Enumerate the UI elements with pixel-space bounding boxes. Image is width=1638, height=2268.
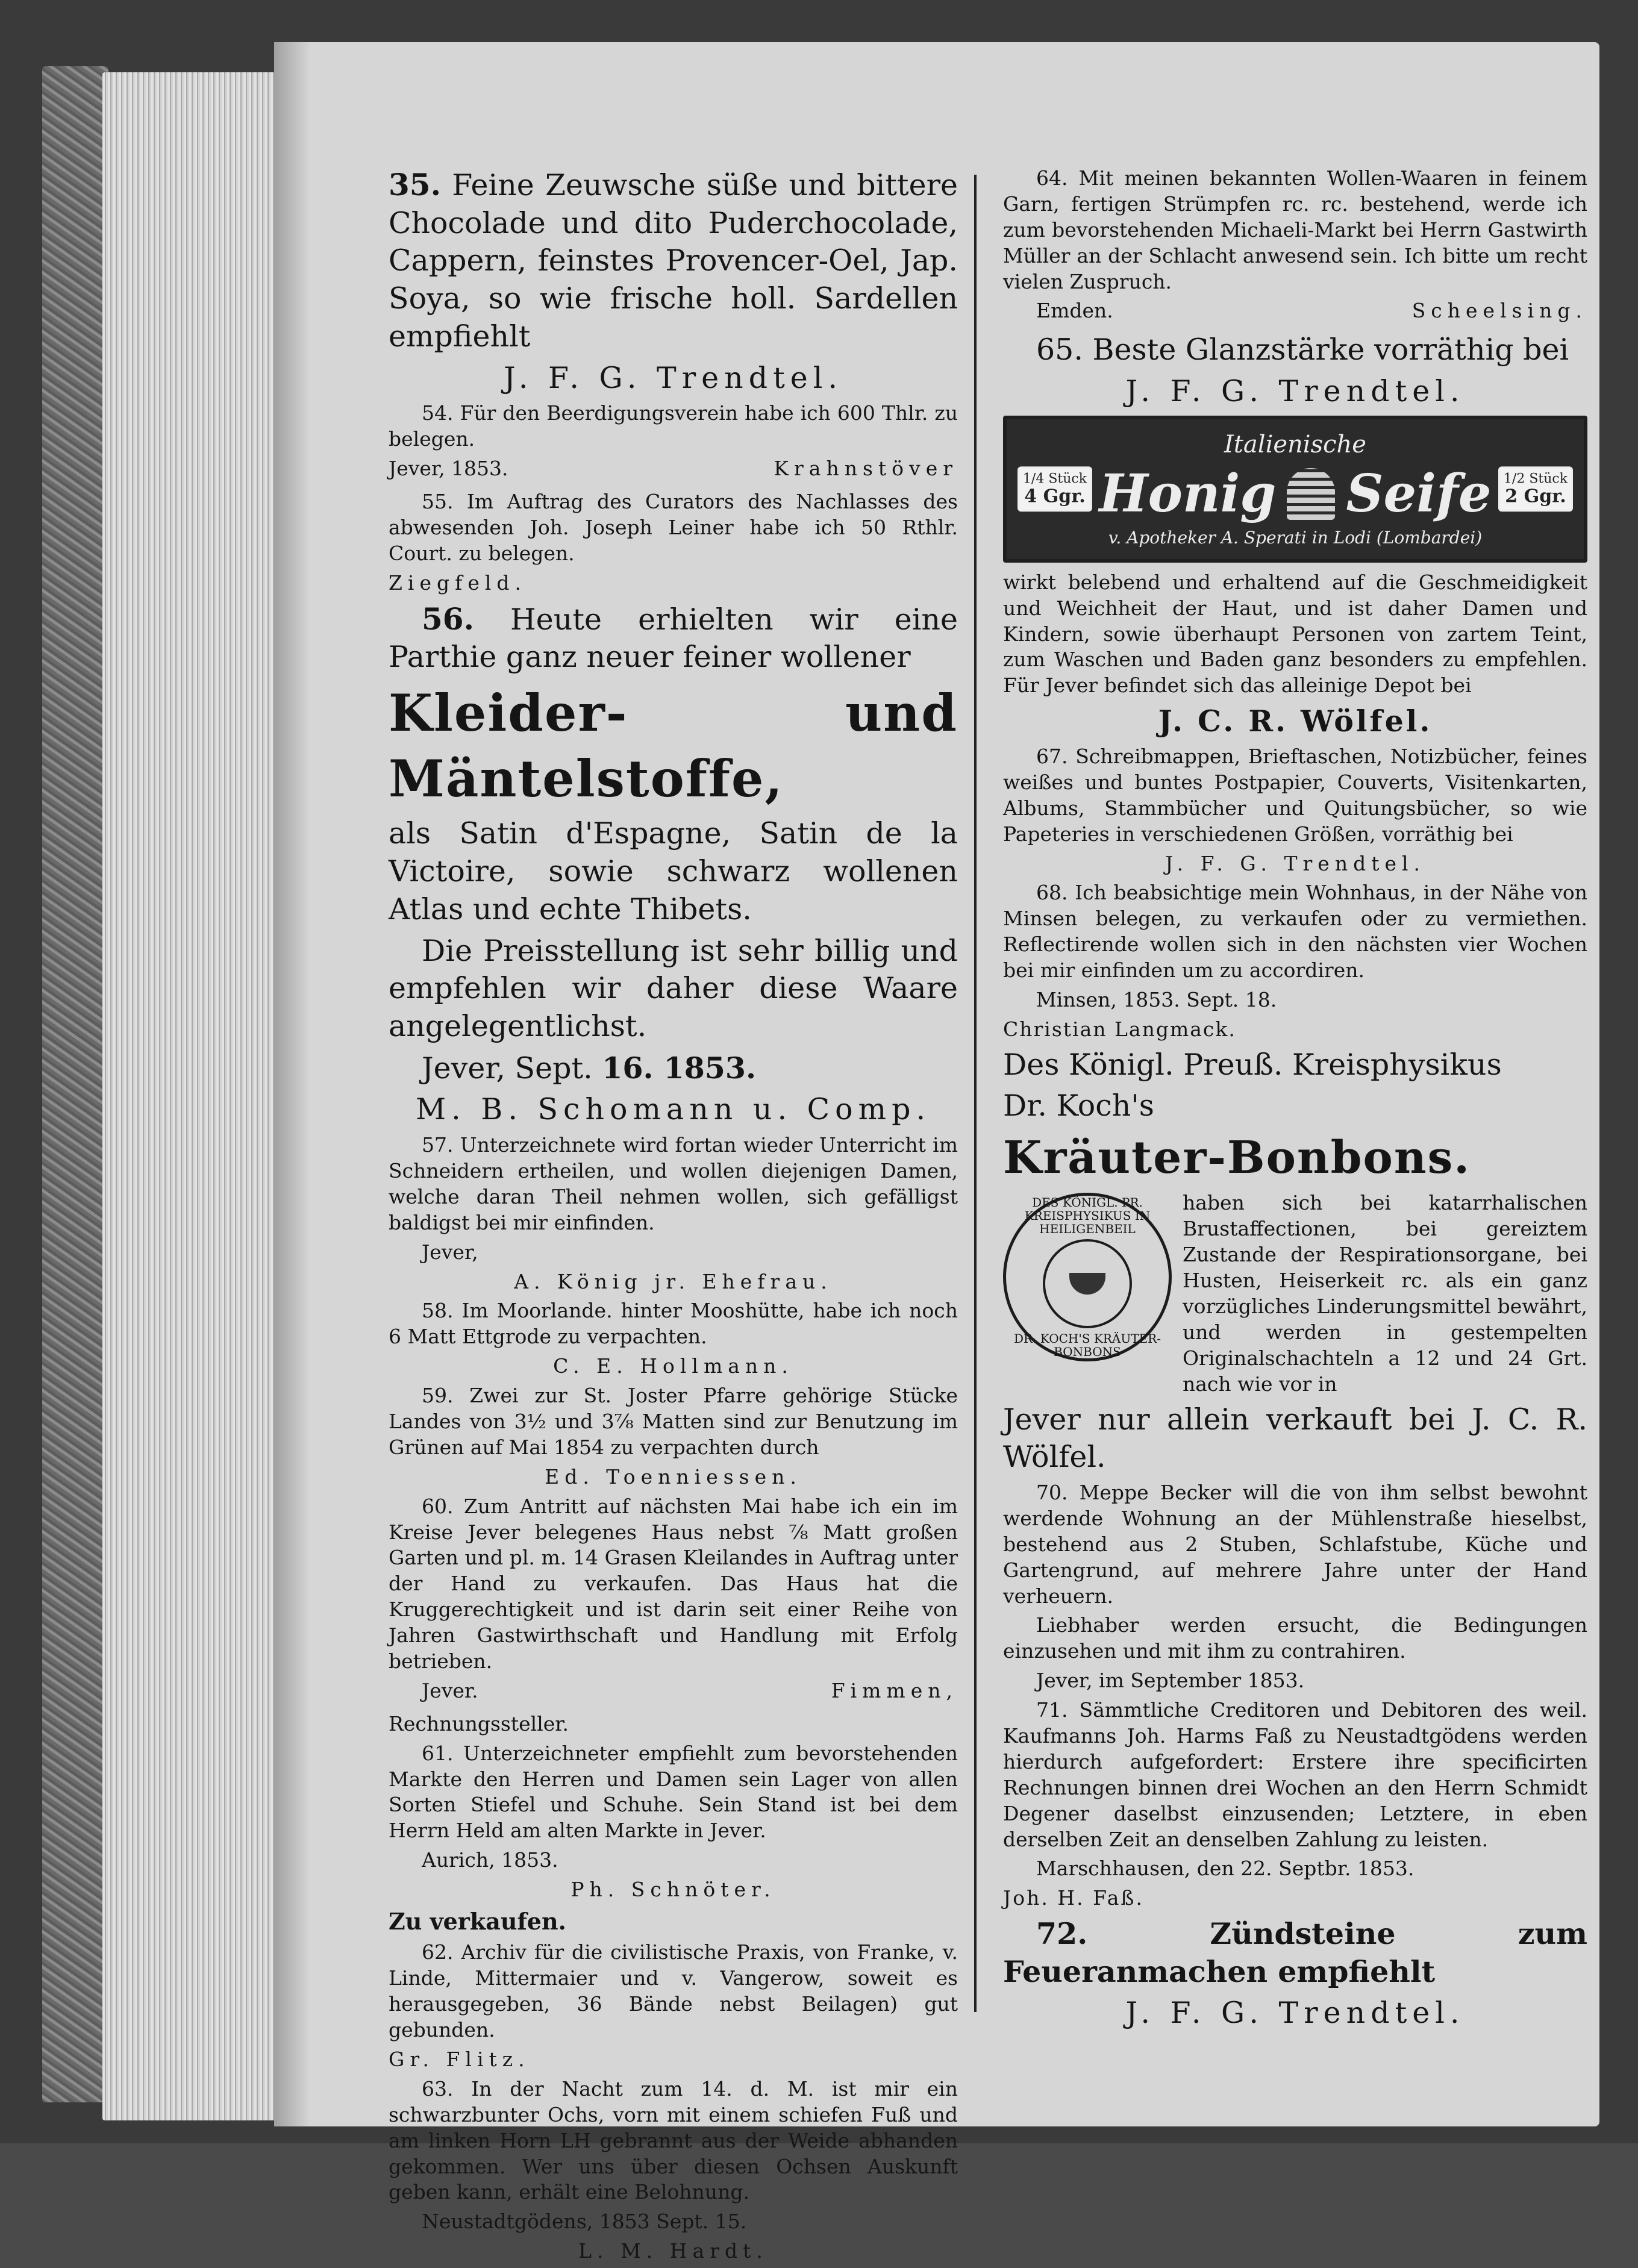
mortar-icon [1069,1273,1105,1295]
ad-67-signature: J. F. G. Trendtel. [1164,851,1426,875]
soap-title: Honig Seife [1099,463,1492,524]
ad-68-place: Minsen, 1853. Sept. 18. [1036,987,1277,1011]
ad-54-footer: Jever, 1853. Krahnstöver [389,457,958,481]
soap-maker: v. Apotheker A. Sperati in Lodi (Lombardei) [1108,528,1483,548]
ad-62-signature: Gr. Flitz. [389,2048,530,2071]
ad-65: 65. Beste Glanzstärke vorräthig bei [1036,333,1569,367]
ad-71-place: Marschhausen, den 22. Septbr. 1853. [1036,1857,1414,1881]
ad-69-body [1003,1190,1587,1401]
ad-60-footer: Jever. Fimmen, [422,1678,958,1702]
ad-68: 68. Ich beabsichtige mein Wohnhaus, in der Nähe von Minsen belegen, zu verkaufen oder zu vermiethen. Reflectirende wollen sich in den nächsten vier Wochen bei mir einfinden um zu accordiren. [1003,881,1587,982]
honey-soap-advert-box [1003,416,1587,563]
ad-54: 54. Für den Beerdigungsverein habe ich 600 Thlr. zu belegen. [389,401,958,451]
ad-56-signature: M. B. Schomann u. Comp. [415,1092,931,1127]
ad-63-signature: L. M. Hardt. [578,2239,768,2263]
gutter-shadow [274,42,310,2126]
section-heading: Zu verkaufen. [389,1908,566,1935]
ad-56: 56. Heute erhielten wir eine Parthie ganz neuer feiner wollener [389,601,958,675]
column-divider [974,175,977,2012]
ad-60-signature-title: Rechnungssteller. [389,1711,569,1735]
ad-72-signature: J. F. G. Trendtel. [1125,1995,1465,2030]
ad-69-tail: Jever nur allein verkauft bei J. C. R. Wölfel. [1003,1402,1587,1475]
ad-70-text2: Liebhaber werden ersucht, die Bedingungen einzusehen und mit ihm zu contrahiren. [1003,1613,1587,1663]
ad-72: 72. Zündsteine zum Feueranmachen empfiehlt [1003,1916,1587,1989]
ad-62: 62. Archiv für die civilistische Praxis, von Franke, v. Linde, Mittermaier und v. Vangerow, soweit es herausgegeben, 36 Bände nebst Beilagen) gut gebunden. [389,1940,958,2042]
ad-69-headline: Kräuter-Bonbons. [1003,1132,1471,1184]
page-edges [102,72,277,2120]
ad-65-signature: J. F. G. Trendtel. [1125,374,1465,409]
ad-56-text2: Die Preisstellung ist sehr billig und empfehlen wir daher diese Waare angelegentlichst. [389,933,958,1043]
ad-71: 71. Sämmtliche Creditoren und Debitoren des weil. Kaufmanns Joh. Harms Faß zu Neustadtgödens werden hierdurch aufgefordert: Erstere ihre specificirten Rechnungen binnen drei Wochen an den Herrn Schmidt Degener daselbst einzusenden; Letztere, in eben derselben Zeit an denselben Zahlung zu leisten. [1003,1698,1587,1851]
ad-57-place: Jever, [422,1240,478,1264]
kreisphysikus-seal: DES KÖNIGL. PR. KREISPHYSIKUS IN HEILIGENBEIL DR. KOCH'S KRÄUTER-BONBONS [1003,1193,1172,1361]
right-column [1003,166,1587,2035]
ad-61-signature: Ph. Schnöter. [570,1878,776,1902]
ad-59: 59. Zwei zur St. Joster Pfarre gehörige Stücke Landes von 3½ und 3⅞ Matten sind zur Benutzung im Grünen auf Mai 1854 zu verpachten durch [389,1384,958,1459]
ad-56-date: Jever, Sept. 16. 1853. [422,1050,757,1086]
ad-59-signature: Ed. Toenniessen. [545,1464,802,1489]
ad-55: 55. Im Auftrag des Curators des Nachlasses des abwesenden Joh. Joseph Leiner habe ich 50 Rthlr. Court. zu belegen. [389,489,958,565]
ad-68-signature: Christian Langmack. [1003,1017,1236,1041]
ad-66-signature: J. C. R. Wölfel. [1158,704,1433,739]
ad-63: 63. In der Nacht zum 14. d. M. ist mir ein schwarzbunter Ochs, vorn mit einem schiefen Fuß und am linken Horn LH gebrannt aus der Weide abhanden gekommen. Wer uns über diesen Ochsen Auskunft geben kann, erhält eine Belohnung. [389,2076,958,2204]
soap-header: Italienische [1224,430,1366,458]
ad-57-signature: A. König jr. Ehefrau. [514,1269,833,1293]
ad-56-text: als Satin d'Espagne, Satin de la Victoire, sowie schwarz wollenen Atlas und echte Thibets. [389,816,958,926]
ad-61-place: Aurich, 1853. [422,1848,558,1872]
ad-70: 70. Meppe Becker will die von ihm selbst bewohnt werdende Wohnung an der Mühlenstraße hieselbst, bestehend aus 2 Stuben, Schlafstube, Küche und Gartengrund, auf mehrere Jahre unter der Hand verheuern. [1003,1480,1587,1608]
ad-69-subheader: Dr. Koch's [1003,1089,1154,1123]
ad-69-header: Des Königl. Preuß. Kreisphysikus [1003,1047,1502,1082]
ad-58-signature: C. E. Hollmann. [553,1354,793,1378]
left-column [389,166,958,2268]
price-tag-left: 1/4 Stück 4 Ggr. [1017,466,1092,511]
ad-64-footer: Emden. Scheelsing. [1036,299,1587,323]
ad-64: 64. Mit meinen bekannten Wollen-Waaren in feinem Garn, fertigen Strümpfen rc. rc. bestehend, werde ich zum bevorstehenden Michaeli-Markt bei Herrn Gastwirth Müller an der Schlacht anwesend sein. Ich bitte um recht vielen Zuspruch. [1003,166,1587,293]
ad-56-headline: Kleider- und Mäntelstoffe, [389,683,958,809]
ad-57: 57. Unterzeichnete wird fortan wieder Unterricht im Schneidern ertheilen, und wollen diejenigen Damen, welche daran Theil nehmen wollen, sich gefälligst baldigst bei mir einfinden. [389,1133,958,1234]
ad-61: 61. Unterzeichneter empfiehlt zum bevorstehenden Markte den Herren und Damen sein Lager von allen Sorten Stiefel und Schuhe. Sein Stand ist bei dem Herrn Held am alten Markte in Jever. [389,1741,958,1843]
ad-35: 35. Feine Zeuwsche süße und bittere Chocolade und dito Puderchocolade, Cappern, feinstes Provencer-Oel, Jap. Soya, so wie frische holl. Sardellen empfiehlt [389,167,958,354]
ad-69-text: haben sich bei katarrhalischen Brustaffectionen, bei gereiztem Zustande der Respirationsorgane, bei Husten, Heiserkeit rc. als ein ganz vorzügliches Linderungsmittel bewährt, und werden in gestempelten Originalschachteln a 12 und 24 Grt. nach wie vor in [1183,1191,1587,1396]
ad-63-place: Neustadtgödens, 1853 Sept. 15. [422,2210,747,2234]
ad-60: 60. Zum Antritt auf nächsten Mai habe ich ein im Kreise Jever belegenes Haus nebst ⅞ Matt großen Garten und pl. m. 14 Grasen Kleilandes in Auftrag unter der Hand zu verkaufen. Das Haus hat die Kruggerechtigkeit und ist darin seit einer Reihe von Jahren Gastwirthschaft und Handlung mit Erfolg betrieben. [389,1494,958,1673]
ad-58: 58. Im Moorlande. hinter Mooshütte, habe ich noch 6 Matt Ettgrode zu verpachten. [389,1299,958,1349]
ad-35-signature: J. F. G. Trendtel. [503,360,843,395]
ad-66: wirkt belebend und erhaltend auf die Geschmeidigkeit und Weichheit der Haut, und ist daher Damen und Kindern, sowie überhaupt Personen von zartem Teint, zum Waschen und Baden ganz besonders zu empfehlen. Für Jever befindet sich das alleinige Depot bei [1003,570,1587,698]
ad-70-place: Jever, im September 1853. [1036,1669,1305,1693]
ad-67: 67. Schreibmappen, Brieftaschen, Notizbücher, feines weißes und buntes Postpapier, Couverts, Visitenkarten, Albums, Stammbücher und Quitungsbücher, so wie Papeteries in verschiedenen Größen, vorräthig bei [1003,744,1587,846]
beehive-icon [1287,468,1335,520]
ad-71-signature: Joh. H. Faß. [1003,1886,1144,1910]
price-tag-right: 1/2 Stück 2 Ggr. [1498,466,1573,511]
book-spine [42,66,108,2102]
ad-55-signature: Ziegfeld. [389,570,527,595]
